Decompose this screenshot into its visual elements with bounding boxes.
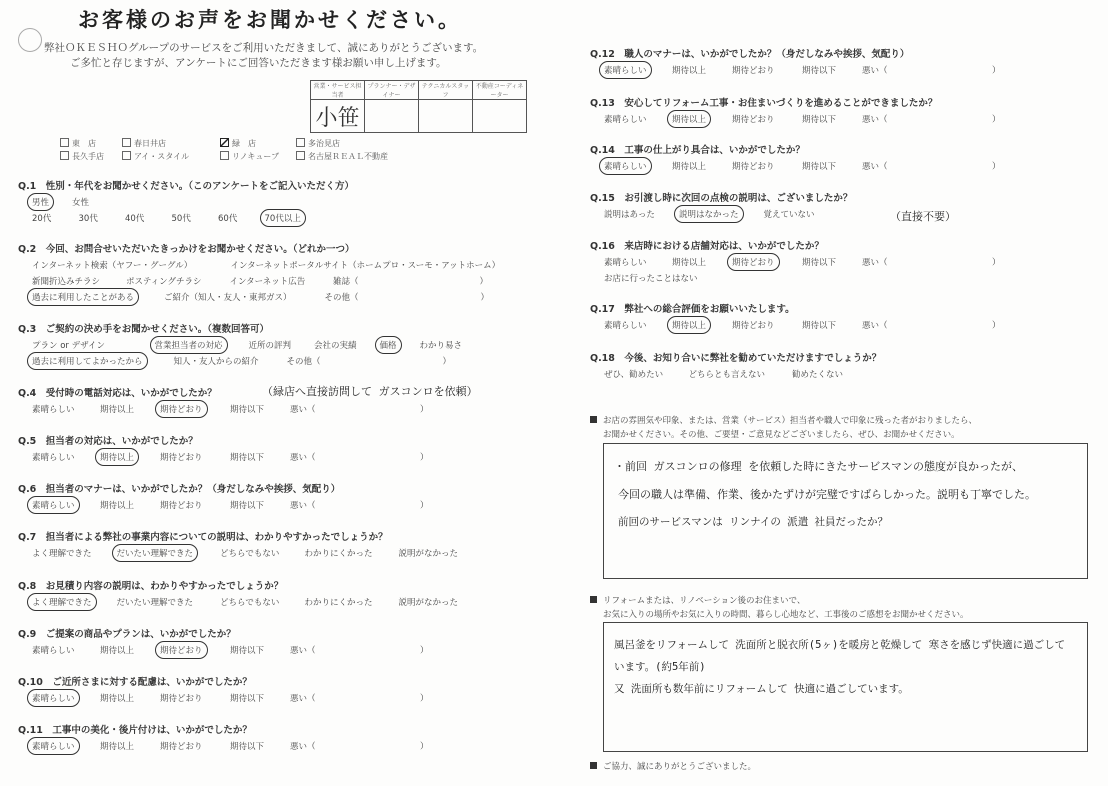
checkbox-icon[interactable] <box>60 138 69 147</box>
answer-option[interactable]: ） <box>992 115 1001 125</box>
answer-option[interactable]: わかり易さ <box>419 341 463 351</box>
question-label: Q.13 安心してリフォーム工事・お住まいづくりを進めることができましたか？ <box>590 98 938 109</box>
answer-option[interactable]: 期待どおり <box>732 115 775 125</box>
answer-option[interactable]: 女性 <box>72 198 90 208</box>
store-option-label: アイ・スタイル <box>134 152 190 161</box>
answer-option[interactable]: どちらでもない <box>220 598 280 608</box>
answer-option[interactable]: その他（ <box>286 357 321 367</box>
answer-option[interactable]: 期待以上 <box>100 453 135 463</box>
store-option[interactable] <box>122 151 189 162</box>
comment-prompt-1 <box>590 414 977 426</box>
answer-option[interactable]: インターネット広告 <box>229 277 306 287</box>
answer-option[interactable]: 期待どおり <box>160 646 203 656</box>
answer-option[interactable]: 期待どおり <box>732 258 775 268</box>
answer-option[interactable]: 期待どおり <box>732 66 775 76</box>
staff-name-realestate <box>473 100 527 133</box>
answer-option[interactable]: 素晴らしい <box>32 742 75 752</box>
store-option[interactable] <box>122 138 166 149</box>
comment-prompt-1-line-1: お店の雰囲気や印象、または、営業（サービス）担当者や職人で印象に残った者がおりましたら、 <box>603 416 978 426</box>
store-option[interactable] <box>296 138 340 149</box>
answer-option[interactable]: よく理解できた <box>32 598 92 608</box>
answer-option[interactable]: 素晴らしい <box>604 321 647 331</box>
question-label: Q.18 今後、お知り合いに弊社を勧めていただけますでしょうか？ <box>590 353 882 364</box>
question-label: Q.14 工事の仕上がり具合は、いかがでしたか？ <box>590 145 805 156</box>
question-label: Q.4 受付時の電話対応は、いかがでしたか？ <box>18 388 217 399</box>
answer-option[interactable]: ） <box>420 501 429 511</box>
store-option-label: 東 店 <box>72 139 96 148</box>
answer-option[interactable]: 悪い（ <box>862 115 888 125</box>
answer-option[interactable]: ） <box>992 162 1001 172</box>
question-label: Q.6 担当者のマナーは、いかがでしたか？（身だしなみや挨拶、気配り） <box>18 484 341 495</box>
answer-option[interactable]: わかりにくかった <box>304 598 373 608</box>
answer-option[interactable]: インターネットポータルサイト（ホームプロ・スーモ・アットホーム） <box>230 261 501 271</box>
comment-2-line-1: 風呂釜をリフォームして 洗面所と脱衣所(5ヶ)を暖房と乾燥して 寒さを感じず快適に過ごして <box>614 639 1066 651</box>
answer-option[interactable]: ） <box>992 66 1001 76</box>
answer-option[interactable]: ） <box>420 646 429 656</box>
question-label: Q.16 来店時における店舗対応は、いかがでしたか？ <box>590 241 824 252</box>
answer-option[interactable]: 悪い（ <box>862 162 888 172</box>
comment-prompt-2-line-1: リフォームまたは、リノベーション後のお住まいで、 <box>603 596 806 606</box>
question-label: Q.12 職人のマナーは、いかがでしたか？（身だしなみや挨拶、気配り） <box>590 49 910 60</box>
question-label: Q.7 担当者による弊社の事業内容についての説明は、わかりやすかったでしょうか？ <box>18 532 388 543</box>
answer-option[interactable]: 期待以上 <box>100 501 135 511</box>
answer-option[interactable]: 素晴らしい <box>32 405 75 415</box>
answer-option[interactable]: 悪い（ <box>290 405 316 415</box>
answer-option[interactable]: インターネット検索（ヤフー・グーグル） <box>32 261 193 271</box>
answer-option[interactable]: 悪い（ <box>290 501 316 511</box>
answer-option[interactable]: ） <box>420 694 429 704</box>
answer-option[interactable]: 素晴らしい <box>604 162 647 172</box>
comment-1-line-3: 前回のサービスマンは リンナイの 派遣 社員だったか？ <box>618 516 889 528</box>
question-label: Q.8 お見積り内容の説明は、わかりやすかったでしょうか？ <box>18 581 284 592</box>
answer-option[interactable]: 営業担当者の対応 <box>154 341 223 351</box>
checkbox-icon[interactable] <box>296 138 305 147</box>
question-label: Q.1 性別・年代をお聞かせください。（このアンケートをご記入いただく方） <box>18 181 354 192</box>
answer-option[interactable]: 素晴らしい <box>604 115 647 125</box>
question-label: Q.17 弊社への総合評価をお願いいたします。 <box>590 304 795 315</box>
answer-option[interactable]: 悪い（ <box>290 453 316 463</box>
answer-option[interactable]: 期待以上 <box>100 694 135 704</box>
store-option-label: 春日井店 <box>134 139 166 148</box>
staff-header: テクニカルスタッフ <box>419 81 473 100</box>
answer-option[interactable]: 期待以下 <box>230 405 265 415</box>
checkbox-icon[interactable] <box>122 151 131 160</box>
store-option[interactable] <box>220 151 279 162</box>
question-label: Q.11 工事中の美化・後片付けは、いかがでしたか？ <box>18 725 252 736</box>
answer-option[interactable]: 期待どおり <box>160 453 203 463</box>
answer-option[interactable]: 素晴らしい <box>32 646 75 656</box>
answer-option[interactable]: 説明がなかった <box>398 549 459 559</box>
answer-option[interactable]: その他（ <box>324 293 359 303</box>
answer-option[interactable]: わかりにくかった <box>304 549 373 559</box>
intro-line-2: ご多忙と存じますが、アンケートにご回答いただきます様お願い申し上げます。 <box>70 57 447 69</box>
answer-option[interactable]: 30代 <box>78 214 98 224</box>
answer-option[interactable]: 期待以上 <box>672 162 707 172</box>
answer-option[interactable]: 期待以上 <box>672 66 707 76</box>
answer-option[interactable]: 悪い（ <box>862 66 888 76</box>
checkbox-icon[interactable] <box>220 151 229 160</box>
answer-option[interactable]: ） <box>479 277 489 287</box>
answer-option[interactable]: 素晴らしい <box>604 258 647 268</box>
answer-option[interactable]: どちらでもない <box>220 549 280 559</box>
answer-option[interactable]: 50代 <box>171 214 191 224</box>
answer-option[interactable]: 期待以上 <box>672 321 707 331</box>
comment-2-line-3: 又 洗面所も数年前にリフォームして 快適に過ごしています。 <box>614 683 909 695</box>
store-option-label: 緑 店 <box>232 139 256 148</box>
answer-option[interactable]: 期待どおり <box>732 162 775 172</box>
answer-option[interactable]: 価格 <box>379 341 397 351</box>
answer-option[interactable]: 素晴らしい <box>32 453 75 463</box>
question-label: Q.5 担当者の対応は、いかがでしたか？ <box>18 436 198 447</box>
answer-option[interactable]: 期待以下 <box>802 115 837 125</box>
comment-prompt-2 <box>590 594 805 606</box>
answer-option[interactable]: 期待どおり <box>160 694 203 704</box>
answer-option[interactable]: ぜひ、勧めたい <box>604 370 664 380</box>
answer-option[interactable]: 説明がなかった <box>398 598 459 608</box>
bullet-icon <box>590 596 597 603</box>
staff-header: プランナー・デザイナー <box>365 81 419 100</box>
answer-option[interactable]: 近所の評判 <box>248 341 292 351</box>
company-seal-icon <box>18 28 42 52</box>
comment-box-2 <box>603 622 1088 752</box>
answer-option[interactable]: 期待以下 <box>230 453 265 463</box>
checkbox-icon[interactable] <box>296 151 305 160</box>
answer-option[interactable]: ご紹介（知人・友人・東邦ガス） <box>164 293 292 303</box>
answer-option[interactable]: 期待以下 <box>230 646 265 656</box>
answer-option[interactable]: ） <box>992 321 1001 331</box>
answer-option[interactable]: ） <box>992 258 1001 268</box>
answer-option[interactable]: 過去に利用したことがある <box>32 293 135 303</box>
answer-option[interactable]: 期待どおり <box>160 405 203 415</box>
store-option-label: 多治見店 <box>308 139 340 148</box>
answer-option[interactable]: お店に行ったことはない <box>604 274 698 284</box>
comment-1-line-1: ・前回 ガスコンロの修理 を依頼した時にきたサービスマンの態度が良かったが、 <box>614 460 1024 473</box>
answer-option[interactable]: 説明はあった <box>604 210 655 220</box>
answer-option[interactable]: 60代 <box>218 214 238 224</box>
answer-option[interactable]: 会社の実績 <box>314 341 357 351</box>
store-option[interactable] <box>220 138 256 149</box>
answer-option[interactable]: ） <box>420 453 429 463</box>
answer-option[interactable]: 期待以下 <box>802 66 837 76</box>
answer-option[interactable]: プラン or デザイン <box>32 341 106 351</box>
answer-option[interactable]: 期待以上 <box>100 405 135 415</box>
store-option-label: リノキューブ <box>232 152 279 161</box>
thanks-note <box>590 760 756 772</box>
bullet-icon <box>590 416 597 423</box>
checkbox-icon[interactable] <box>122 138 131 147</box>
staff-name-tech <box>419 100 473 133</box>
comment-prompt-2-line-2: お気に入りの場所やお気に入りの時間、暮らし心地など、工事後のご感想をお聞かせください。 <box>603 610 969 620</box>
comment-box-1 <box>603 443 1088 579</box>
answer-option[interactable]: 悪い（ <box>290 694 316 704</box>
staff-name-sales: 小笹 <box>311 100 365 133</box>
answer-option[interactable]: 期待以下 <box>230 501 265 511</box>
answer-option[interactable]: 新聞折込みチラシ <box>32 277 101 287</box>
answer-option[interactable]: 期待どおり <box>160 501 203 511</box>
store-option-label: 長久手店 <box>72 152 104 161</box>
comment-1-line-2: 今回の職人は準備、作業、後かたずけが完璧ですばらしかった。説明も丁寧でした。 <box>618 488 1036 501</box>
question-label: Q.15 お引渡し時に次回の点検の説明は、ございましたか？ <box>590 193 853 204</box>
answer-option[interactable]: 期待以上 <box>672 115 707 125</box>
answer-option[interactable]: よく理解できた <box>32 549 92 559</box>
answer-option[interactable]: ポスティングチラシ <box>126 277 202 287</box>
question-label: Q.9 ご提案の商品やプランは、いかがでしたか？ <box>18 629 236 640</box>
handwritten-note: （直接不要） <box>890 210 956 223</box>
staff-name-planner <box>365 100 419 133</box>
answer-option[interactable]: 男性 <box>32 198 50 208</box>
answer-option[interactable]: 期待以上 <box>672 258 707 268</box>
answer-option[interactable]: 期待以上 <box>100 646 135 656</box>
answer-option[interactable]: 20代 <box>32 214 52 224</box>
answer-option[interactable]: 期待以下 <box>230 694 265 704</box>
staff-table <box>310 80 527 133</box>
answer-option[interactable]: だいたい理解できた <box>116 549 194 559</box>
answer-option[interactable]: 悪い（ <box>862 258 888 268</box>
question-label: Q.10 ご近所さまに対する配慮は、いかがでしたか？ <box>18 677 252 688</box>
bullet-icon <box>590 762 597 769</box>
answer-option[interactable]: 素晴らしい <box>604 66 647 76</box>
answer-option[interactable]: ） <box>442 357 452 367</box>
answer-option[interactable]: 悪い（ <box>290 646 316 656</box>
handwritten-note: （緑店へ直接訪問して ガスコンロを依頼） <box>262 385 478 398</box>
thanks-text: ご協力、誠にありがとうございました。 <box>603 762 757 772</box>
answer-option[interactable]: 勧めたくない <box>792 370 844 380</box>
answer-option[interactable]: 期待どおり <box>732 321 775 331</box>
answer-option[interactable]: だいたい理解できた <box>116 598 194 608</box>
answer-option[interactable]: 70代以上 <box>264 214 301 224</box>
checkbox-icon[interactable] <box>60 151 69 160</box>
answer-option[interactable]: 期待以下 <box>802 258 837 268</box>
answer-option[interactable]: 期待以下 <box>802 321 837 331</box>
comment-2-line-2: います。(約5年前) <box>614 661 706 673</box>
store-option[interactable] <box>60 151 104 162</box>
staff-header: 不動産コーディネーター <box>473 81 527 100</box>
intro-line-1: 弊社ＯＫＥＳＨＯグループのサービスをご利用いただきまして、誠にありがとうございます。 <box>44 42 484 54</box>
answer-option[interactable]: 期待どおり <box>160 742 203 752</box>
question-label: Q.3 ご契約の決め手をお聞かせください。（複数回答可） <box>18 324 270 335</box>
staff-header: 営業・サービス担当者 <box>311 81 365 100</box>
answer-option[interactable]: どちらとも言えない <box>688 370 766 380</box>
answer-option[interactable]: 過去に利用してよかったから <box>32 357 143 367</box>
answer-option[interactable]: 説明はなかった <box>679 210 739 220</box>
answer-option[interactable]: ） <box>420 742 429 752</box>
answer-option[interactable]: 40代 <box>125 214 145 224</box>
store-option-label: 名古屋ＲＥＡＬ不動産 <box>308 152 388 161</box>
answer-option[interactable]: ） <box>480 293 490 303</box>
answer-option[interactable]: 素晴らしい <box>32 501 75 511</box>
checkbox-icon[interactable] <box>220 138 229 147</box>
question-label: Q.2 今回、お問合せいただいたきっかけをお聞かせください。（どれか一つ） <box>18 244 355 255</box>
answer-option[interactable]: 雑誌（ <box>333 277 359 287</box>
answer-option[interactable]: 期待以下 <box>802 162 837 172</box>
store-option[interactable] <box>60 138 96 149</box>
answer-option[interactable]: ） <box>420 405 429 415</box>
answer-option[interactable]: 覚えていない <box>763 210 815 220</box>
answer-option[interactable]: 悪い（ <box>862 321 888 331</box>
answer-option[interactable]: 悪い（ <box>290 742 316 752</box>
store-option[interactable] <box>296 151 388 162</box>
answer-option[interactable]: 期待以下 <box>230 742 265 752</box>
page-title: お客様のお声をお聞かせください。 <box>78 8 462 32</box>
answer-option[interactable]: 期待以上 <box>100 742 135 752</box>
answer-option[interactable]: 知人・友人からの紹介 <box>173 357 259 367</box>
answer-option[interactable]: 素晴らしい <box>32 694 75 704</box>
comment-prompt-1-line-2: お聞かせください。その他、ご要望・ご意見などございましたら、ぜひ、お聞かせください。 <box>603 430 960 440</box>
